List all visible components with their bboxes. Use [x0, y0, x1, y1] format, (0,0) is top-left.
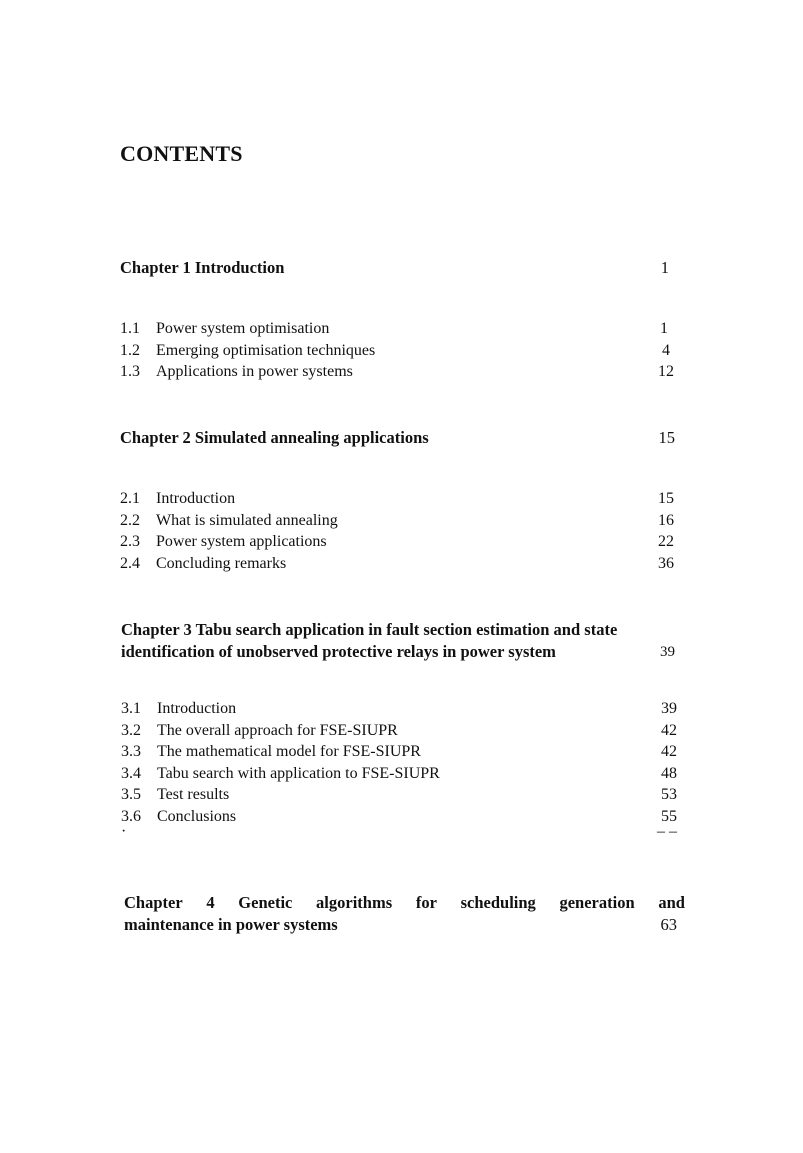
toc-entry: [120, 318, 676, 340]
chapter-4-heading: [124, 892, 685, 936]
section-title: Tabu search with application to FSE-SIUPR: [157, 764, 440, 782]
heading-word: Genetic: [238, 893, 293, 912]
section-number: 3.4: [121, 764, 141, 782]
section-page-clipped: – –: [657, 822, 677, 840]
chapter-page: 15: [658, 428, 675, 447]
chapter-1-heading: [120, 257, 685, 279]
section-number: 3.3: [121, 743, 141, 761]
section-page: 48: [661, 764, 677, 782]
section-title: Concluding remarks: [156, 554, 287, 572]
section-page: 42: [661, 721, 677, 739]
chapter-1-sections: [120, 318, 676, 383]
section-number: 1.1: [120, 320, 140, 337]
chapter-page: 1: [660, 258, 669, 277]
section-number: 2.1: [120, 490, 140, 507]
section-title: The mathematical model for FSE-SIUPR: [157, 743, 421, 761]
toc-entry: [120, 510, 676, 532]
section-page: 15: [658, 490, 674, 507]
chapter-2-heading: [120, 427, 685, 449]
section-number: 1.3: [120, 363, 140, 381]
chapter-3-heading: [121, 619, 685, 663]
toc-entry: [121, 720, 677, 742]
section-number: 3.2: [121, 721, 141, 739]
toc-entry: [120, 361, 676, 383]
chapter-2-sections: [120, 488, 676, 574]
section-page: 22: [658, 533, 674, 551]
chapter-title-line-2: maintenance in power systems: [124, 915, 338, 934]
section-page: 53: [661, 786, 677, 804]
heading-word: algorithms: [316, 893, 393, 912]
section-number: 3.6: [121, 807, 141, 825]
page-title: CONTENTS: [120, 141, 243, 166]
section-page: 16: [658, 511, 674, 529]
section-page: 36: [658, 554, 674, 572]
heading-word: scheduling: [460, 893, 536, 912]
heading-word: generation: [559, 893, 635, 912]
toc-entry: [120, 340, 676, 362]
section-number: 2.3: [120, 533, 140, 551]
section-title: Power system applications: [156, 533, 327, 551]
section-title: Test results: [157, 786, 230, 804]
chapter-page: 39: [660, 644, 675, 660]
heading-word: for: [415, 893, 437, 912]
toc-entry: [121, 698, 677, 720]
chapter-title-line-2: identification of unobserved protective relays in power system: [121, 642, 556, 661]
toc-entry: [120, 531, 676, 553]
section-page: 55: [661, 807, 677, 825]
section-number: 3.1: [121, 700, 141, 717]
toc-entry: [121, 741, 677, 763]
heading-word: Chapter: [124, 893, 183, 912]
toc-entry: [120, 488, 676, 510]
chapter-title-line-1: [124, 892, 685, 914]
toc-entry: [121, 784, 677, 806]
heading-word: and: [658, 893, 685, 912]
section-title: Emerging optimisation techniques: [156, 341, 376, 359]
section-title: Conclusions: [157, 807, 237, 825]
chapter-title-line-1: Chapter 3 Tabu search application in fault section estimation and state: [121, 620, 618, 639]
heading-word: 4: [206, 893, 215, 912]
chapter-page: 63: [660, 915, 677, 934]
section-number-clipped: ·: [121, 822, 127, 840]
section-title: What is simulated annealing: [156, 511, 338, 529]
section-page: 12: [658, 363, 674, 381]
section-number: 2.4: [120, 554, 140, 572]
toc-entry: [121, 763, 677, 785]
section-title: The overall approach for FSE-SIUPR: [157, 721, 398, 739]
section-page: 42: [661, 743, 677, 761]
section-title: Power system optimisation: [156, 320, 330, 337]
chapter-title: Chapter 2 Simulated annealing applications: [120, 428, 429, 447]
toc-entry: [120, 553, 676, 575]
section-page: 39: [661, 700, 677, 717]
section-page: 1: [660, 320, 668, 337]
chapter-3-sections: [121, 698, 677, 840]
section-title: Introduction: [157, 700, 237, 717]
section-title: Introduction: [156, 490, 236, 507]
section-page: 4: [662, 341, 670, 359]
section-number: 1.2: [120, 341, 140, 359]
section-title: Applications in power systems: [156, 363, 353, 381]
chapter-title: Chapter 1 Introduction: [120, 258, 285, 277]
section-number: 3.5: [121, 786, 141, 804]
section-number: 2.2: [120, 511, 140, 529]
